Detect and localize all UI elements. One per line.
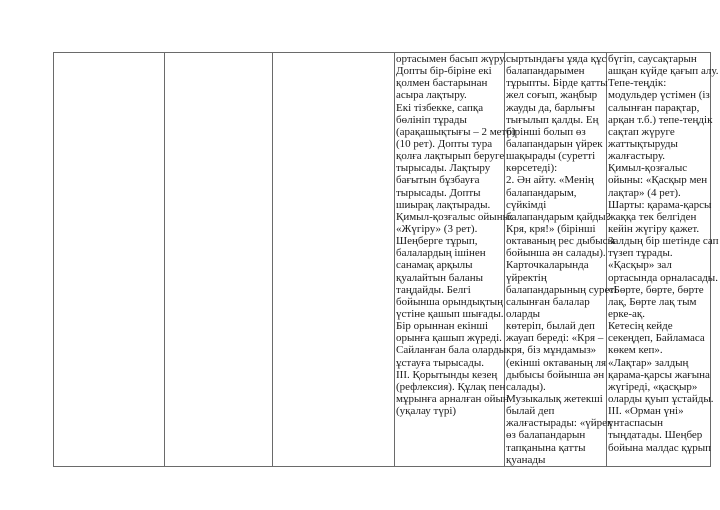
text-line: Екі тізбекке, сапқа — [396, 101, 484, 114]
text-line: санамақ арқылы — [396, 259, 473, 272]
text-line: сүйкімді — [506, 198, 547, 211]
text-line: (уқалау түрі) — [396, 405, 457, 418]
text-line: жүгіреді, «қасқыр» — [608, 380, 698, 393]
text-line: Допты бір-біріне екі — [396, 65, 492, 78]
text-line: тапқанына қатты — [506, 441, 586, 454]
text-line: ерке-ақ. — [608, 307, 645, 320]
text-line: жаттықтыруды — [608, 137, 678, 150]
text-line: балапандарым қайды? — [506, 210, 611, 223]
text-line: ІІІ. «Орман үні» — [608, 405, 684, 418]
text-line: «Бөрте, бөрте, бөрте — [608, 283, 704, 296]
text-line: қолмен бастарынан — [396, 77, 488, 90]
text-line: қолға лақтырып беруге — [396, 150, 505, 163]
text-line: кейін жүгіру қажет. — [608, 222, 700, 235]
text-line: Шарты: қарама-қарсы — [608, 198, 712, 211]
text-line: таңдайды. Белгі — [396, 283, 471, 296]
text-line: Сайланған бала оларды — [396, 344, 507, 357]
text-line: жауап береді: «Кря – — [506, 332, 604, 345]
text-line: шиырақ лақтырады. — [396, 198, 491, 211]
text-line: ойыны: «Қасқыр мен — [608, 174, 708, 187]
text-line: салынған парақтар, — [608, 101, 700, 114]
text-line: октаваның рес дыбысы — [506, 235, 615, 248]
text-line: түзеп тұрады. — [608, 247, 673, 260]
text-line: үстіне қашып шығады. — [396, 307, 504, 320]
text-line: Карточкаларында — [506, 259, 589, 272]
text-line: «Қасқыр» зал — [608, 259, 672, 272]
text-line: бойынша ән салады). — [506, 247, 606, 260]
text-line: Кря, кря!» (бірінші — [506, 222, 596, 235]
text-line: лақтар» (4 рет). — [608, 186, 681, 199]
text-line: жалғастыру. — [608, 150, 666, 163]
text-line: ІІІ. Қорытынды кезең — [396, 368, 498, 381]
text-line: көкем кеп». — [608, 344, 663, 357]
text-line: Бір орыннан екінші — [396, 320, 489, 333]
text-line: ортасында орналасады. — [608, 271, 718, 284]
text-line: (10 рет). Допты тура — [396, 137, 493, 150]
text-line: мұрынға арналған ойын — [396, 392, 509, 405]
text-line: лақ, Бөрте лақ тым — [608, 295, 697, 308]
text-line: балапандарымен — [506, 65, 585, 78]
text-line: бойына малдас құрып — [608, 441, 711, 454]
text-line: балапандарының суреті — [506, 283, 618, 296]
text-line: дыбысы бойынша ән — [506, 368, 605, 381]
text-line: Қимыл-қозғалыс ойыны: — [396, 210, 514, 223]
text-line: салынған балалар — [506, 295, 590, 308]
text-line: үйректің — [506, 271, 547, 284]
column-divider — [272, 52, 273, 467]
text-line: (екінші октаваның ля — [506, 356, 607, 369]
text-line: қуалайтын баланы — [396, 271, 483, 284]
text-line: ұстауға тырысады. — [396, 356, 485, 369]
text-line: асыра лақтыру. — [396, 89, 467, 102]
text-line: жаққа тек белгіден — [608, 210, 697, 223]
text-line: 2. Ән айту. «Менің — [506, 174, 594, 187]
text-line: Шеңберге тұрып, — [396, 235, 478, 248]
text-line: секеңдеп, Байламаса — [608, 332, 705, 345]
text-line: тыңдатады. Шеңбер — [608, 429, 703, 442]
text-line: оларды қуып ұстайды. — [608, 392, 714, 405]
text-line: балапандарым, — [506, 186, 577, 199]
text-line: тырысады. Допты — [396, 186, 481, 199]
text-line: тұрыпты. Бірде қатты — [506, 77, 608, 90]
text-line: оларды — [506, 307, 541, 320]
text-line: сақтап жүруге — [608, 125, 675, 138]
text-line: Кетесің кейде — [608, 320, 673, 333]
text-line: балапандарын үйрек — [506, 137, 603, 150]
column-physical-exercise — [396, 53, 516, 418]
text-line: қуанады — [506, 453, 546, 466]
text-line: «Жүгіру» (3 рет). — [396, 222, 478, 235]
text-line: балалардың ішінен — [396, 247, 486, 260]
text-line: тырысады. Лақтыру — [396, 162, 491, 175]
text-line: Залдың бір шетінде сап — [608, 235, 719, 248]
text-line: орынға қашып жүреді. — [396, 332, 502, 345]
text-line: жауды да, барлығы — [506, 101, 596, 114]
column-music-activity — [506, 53, 618, 466]
text-line: Музыкалық жетекші — [506, 392, 603, 405]
column-game-activity — [608, 53, 719, 454]
text-line: көтеріп, былай деп — [506, 320, 595, 333]
text-line: бірінші болып өз — [506, 125, 586, 138]
text-line: бөлініп тұрады — [396, 113, 467, 126]
text-line: (рефлексия). Құлақ пен — [396, 380, 506, 393]
column-divider — [394, 52, 395, 467]
text-line: салады). — [506, 380, 546, 393]
text-line: ашқан күйде қағып алу. — [608, 65, 719, 78]
text-line: (арақашықтығы – 2 метр) — [396, 125, 516, 138]
text-line: былай деп — [506, 405, 555, 418]
text-line: Қимыл-қозғалыс — [608, 162, 688, 175]
text-line: Тепе-теңдік: — [608, 77, 667, 90]
text-line: жел соғып, жаңбыр — [506, 89, 598, 102]
text-line: бағытын бұзбауға — [396, 174, 480, 187]
text-line: ортасымен басып жүру. — [396, 53, 507, 65]
text-line: тығылып қалды. Ең — [506, 113, 599, 126]
column-divider — [606, 52, 607, 467]
text-line: «Лақтар» залдың — [608, 356, 689, 369]
text-line: модульдер үстімен (із — [608, 89, 710, 102]
text-line: өз балапандарын — [506, 429, 586, 442]
text-line: жалғастырады: «үйрек — [506, 417, 613, 430]
text-line: үнтаспасын — [608, 417, 664, 430]
column-divider — [164, 52, 165, 467]
text-line: сыртындағы ұяда құс — [506, 53, 607, 65]
text-line: көрсетеді): — [506, 162, 558, 175]
text-line: қарама-қарсы жағына — [608, 368, 710, 381]
text-line: бойынша орындықтың — [396, 295, 504, 308]
text-line: бүгіп, саусақтарын — [608, 53, 697, 65]
text-line: кря, біз мұндамыз» — [506, 344, 597, 357]
text-line: шақырады (суретті — [506, 150, 596, 163]
text-line: арқан т.б.) тепе-теңдік — [608, 113, 713, 126]
